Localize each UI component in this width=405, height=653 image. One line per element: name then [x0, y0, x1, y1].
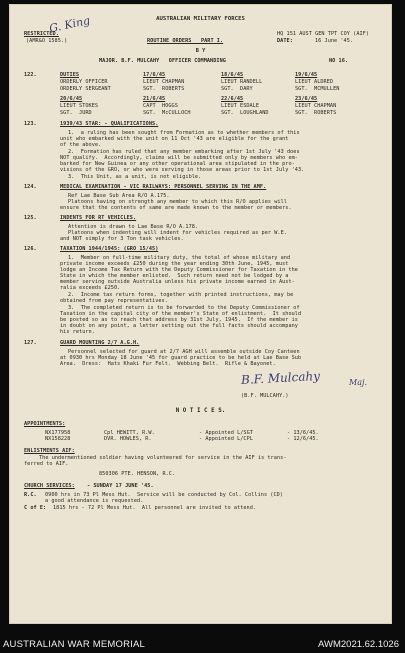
taxation-heading: TAXATION 1944/1945: (GRO 15/45)	[60, 246, 159, 252]
text-line: Area. Dress: Hats Khaki Fur Felt. Webbing Belt. Rifle & Bayonet.	[60, 361, 276, 367]
handwritten-mark: G. King	[48, 13, 92, 36]
order-number: NO 16.	[329, 58, 349, 64]
duties-cell: SGT. JURD	[60, 110, 92, 116]
unit-line: HQ 151 AUST GEN TPT COY (AIF)	[277, 31, 370, 37]
duties-date: 20/6/45	[60, 96, 83, 102]
text-line: Attention is drawn to Lae Base R/O A.178.	[68, 224, 199, 230]
text-line: ensure that the contents of same are made known to the member or members.	[60, 205, 292, 211]
duties-cell: SGT. LOUGHLAND	[221, 110, 269, 116]
archive-footer	[0, 628, 405, 653]
church-tag: C of E:	[24, 505, 47, 511]
text-line: 1. Member on full-time military duty, the total of whose military and	[68, 255, 291, 261]
duties-date: 17/6/45	[143, 72, 166, 78]
duties-cell: CAPT HOGGS	[143, 103, 178, 109]
text-line: Ref Lae Base Sub Area R/O A.175.	[68, 193, 170, 199]
orders-title: ROUTINE ORDERS PART I.	[147, 38, 224, 44]
text-line: 1. a ruling has been sought from Formation as to whether members of this	[68, 130, 300, 136]
text-line: 3. This Unit, as a unit, is not eligible.	[68, 174, 202, 180]
by-line: B Y	[195, 48, 206, 54]
text-line: and NOT simply for 3 Ton task vehicles.	[60, 236, 184, 242]
text-line: in doubt on any point, a letter setting out the full facts should accompany	[60, 323, 298, 329]
indents-heading: INDENTS FOR RT VEHICLES.	[60, 215, 137, 221]
text-line: 3. The completed return is to be forwarded to the Deputy Commissioner of	[68, 305, 300, 311]
text-line: obtained from pay representatives.	[60, 298, 168, 304]
text-line: Personnel selected for guard at 2/7 AGH will assemble outside Coy Canteen	[68, 349, 300, 355]
archive-name: AUSTRALIAN WAR MEMORIAL	[3, 639, 146, 650]
church-date: - SUNDAY 17 JUNE '45.	[87, 483, 154, 489]
text-line: ralia exceeds £250.	[60, 285, 121, 291]
appointment-cell: - Appointed L/SGT	[199, 430, 253, 436]
signature-rank: Maj.	[349, 378, 367, 387]
text-line: a good attendance is requested.	[45, 498, 144, 504]
enlistments-heading: ENLISTMENTS AIF:	[24, 448, 75, 454]
church-heading: CHURCH SERVICES:	[24, 483, 75, 489]
text-line: State in which the member enlisted. Such return need not be lodged by a	[60, 273, 289, 279]
section-number-122: 122.	[24, 72, 37, 78]
text-line: member serving outside Australia unless his private income earned in Aust-	[60, 279, 295, 285]
text-line: visions of the GRO, or who were serving in those areas prior to 1st July '43.	[60, 167, 305, 173]
text-line: his return.	[60, 329, 95, 335]
section-number-126: 126.	[24, 246, 37, 252]
star-heading: 1939/43 STAR: - QUALIFICATIONS.	[60, 121, 159, 127]
text-line: The undermentioned soldier having volunteered for service in the AIF is trans-	[39, 455, 287, 461]
duties-cell: LIEUT CHAPMAN	[143, 79, 185, 85]
appointment-cell: NX177958	[45, 430, 71, 436]
order-sheet	[9, 4, 392, 624]
church-tag: R.C.	[24, 492, 37, 498]
text-line: NOT qualify. Accordingly, claims will be submitted only by members who em-	[60, 155, 298, 161]
text-line: Taxation in the capital city of the member's State of enlistment. It should	[60, 311, 302, 317]
signature-typed: (B.F. MULCAHY.)	[241, 393, 289, 399]
duties-date: 23/6/45	[295, 96, 318, 102]
notices-title: N O T I C E S.	[175, 408, 226, 414]
medical-heading: MEDICAL EXAMINATION - VIC RAILWAYS: PERSONNEL SERVING IN THE AMF.	[60, 184, 267, 190]
date-value: 16 June '45.	[315, 38, 354, 44]
text-line: at 0930 hrs Monday 18 June '45 for guard practice to be held at Lae Base Sub	[60, 355, 302, 361]
duties-date: 19/6/45	[295, 72, 318, 78]
text-line: private income exceeds £250 during the year ending 30th June, 1945, must	[60, 261, 289, 267]
appointment-cell: - Appointed L/CPL	[199, 436, 253, 442]
duties-cell: SGT. ROBERTS	[295, 110, 337, 116]
text-line: of the above.	[60, 142, 102, 148]
duties-cell: LIEUT ALDRED	[295, 79, 334, 85]
section-number-125: 125.	[24, 215, 37, 221]
force-heading: AUSTRALIAN MILITARY FORCES	[156, 16, 245, 22]
text-line: barked for New Guinea or any other operational area stipulated in the pro-	[60, 161, 295, 167]
signature: B.F. Mulcahy	[240, 368, 321, 388]
text-line: 2. Income tax return forms, together with printed instructions, may be	[68, 292, 294, 298]
amr-ref: (AMR&O 1585.)	[26, 38, 68, 44]
date-label: DATE:	[277, 38, 293, 44]
text-line: 1815 hrs - 72 Pl Mess Hut. All personnel are invited to attend.	[53, 505, 257, 511]
duties-cell: ORDERLY OFFICER	[60, 79, 108, 85]
duties-cell: LIEUT STOKES	[60, 103, 99, 109]
duties-heading: DUTIES	[60, 72, 80, 78]
guard-heading: GUARD MOUNTING 2/7 A.G.H.	[60, 340, 140, 346]
text-line: 0900 hrs in 73 Pl Mess Hut. Service will be conducted by Col. Collins (CD)	[45, 492, 283, 498]
duties-cell: SGT. DARY	[221, 86, 253, 92]
text-line: Platoons when indenting will indent for vehicles required as per W.E.	[68, 230, 287, 236]
enlistment-soldier: 850306 PTE. HENSON, R.C.	[99, 471, 176, 477]
appointment-cell: - 12/6/45.	[287, 436, 319, 442]
duties-date: 18/6/45	[221, 72, 244, 78]
duties-date: 21/6/45	[143, 96, 166, 102]
duties-cell: LIEUT RANDELL	[221, 79, 263, 85]
duties-cell: SGT. McCULLOCH	[143, 110, 191, 116]
section-number-124: 124.	[24, 184, 37, 190]
appointment-cell: - 13/6/45.	[287, 430, 319, 436]
archive-reference: AWM2021.62.1026	[318, 639, 399, 650]
duties-cell: SGT. MCMULLEN	[295, 86, 340, 92]
duties-cell: ORDERLY SERGEANT	[60, 86, 111, 92]
duties-date: 22/6/45	[221, 96, 244, 102]
text-line: lodge an Income Tax Return with the Deputy Commissioner for Taxation in the	[60, 267, 298, 273]
appointment-cell: DVR. HOWLES, R.	[104, 436, 152, 442]
text-line: Platoons having on strength any member to which this R/O applies will	[68, 199, 287, 205]
duties-cell: LIEUT ESDALE	[221, 103, 260, 109]
appointment-cell: NX158228	[45, 436, 71, 442]
section-number-127: 127.	[24, 340, 37, 346]
duties-cell: LIEUT CHAPMAN	[295, 103, 337, 109]
section-number-123: 123.	[24, 121, 37, 127]
appointments-heading: APPOINTMENTS:	[24, 421, 66, 427]
text-line: unit who embarked with the unit on 11 Oct '43 are eligible for the grant	[60, 136, 289, 142]
restricted-label: RESTRICTED.	[24, 31, 59, 37]
text-line: ferred to AIF.	[24, 461, 69, 467]
appointment-cell: Cpl HEWITT, R.W.	[104, 430, 155, 436]
text-line: 2. Formation has ruled that any member embarking after 1st July '43 does	[68, 149, 300, 155]
commander-line: MAJOR. B.F. MULCAHY OFFICER COMMANDING	[99, 58, 226, 64]
duties-cell: SGT. ROBERTS	[143, 86, 185, 92]
text-line: be posted so as to reach that address by 31st July, 1945. If the member is	[60, 317, 298, 323]
